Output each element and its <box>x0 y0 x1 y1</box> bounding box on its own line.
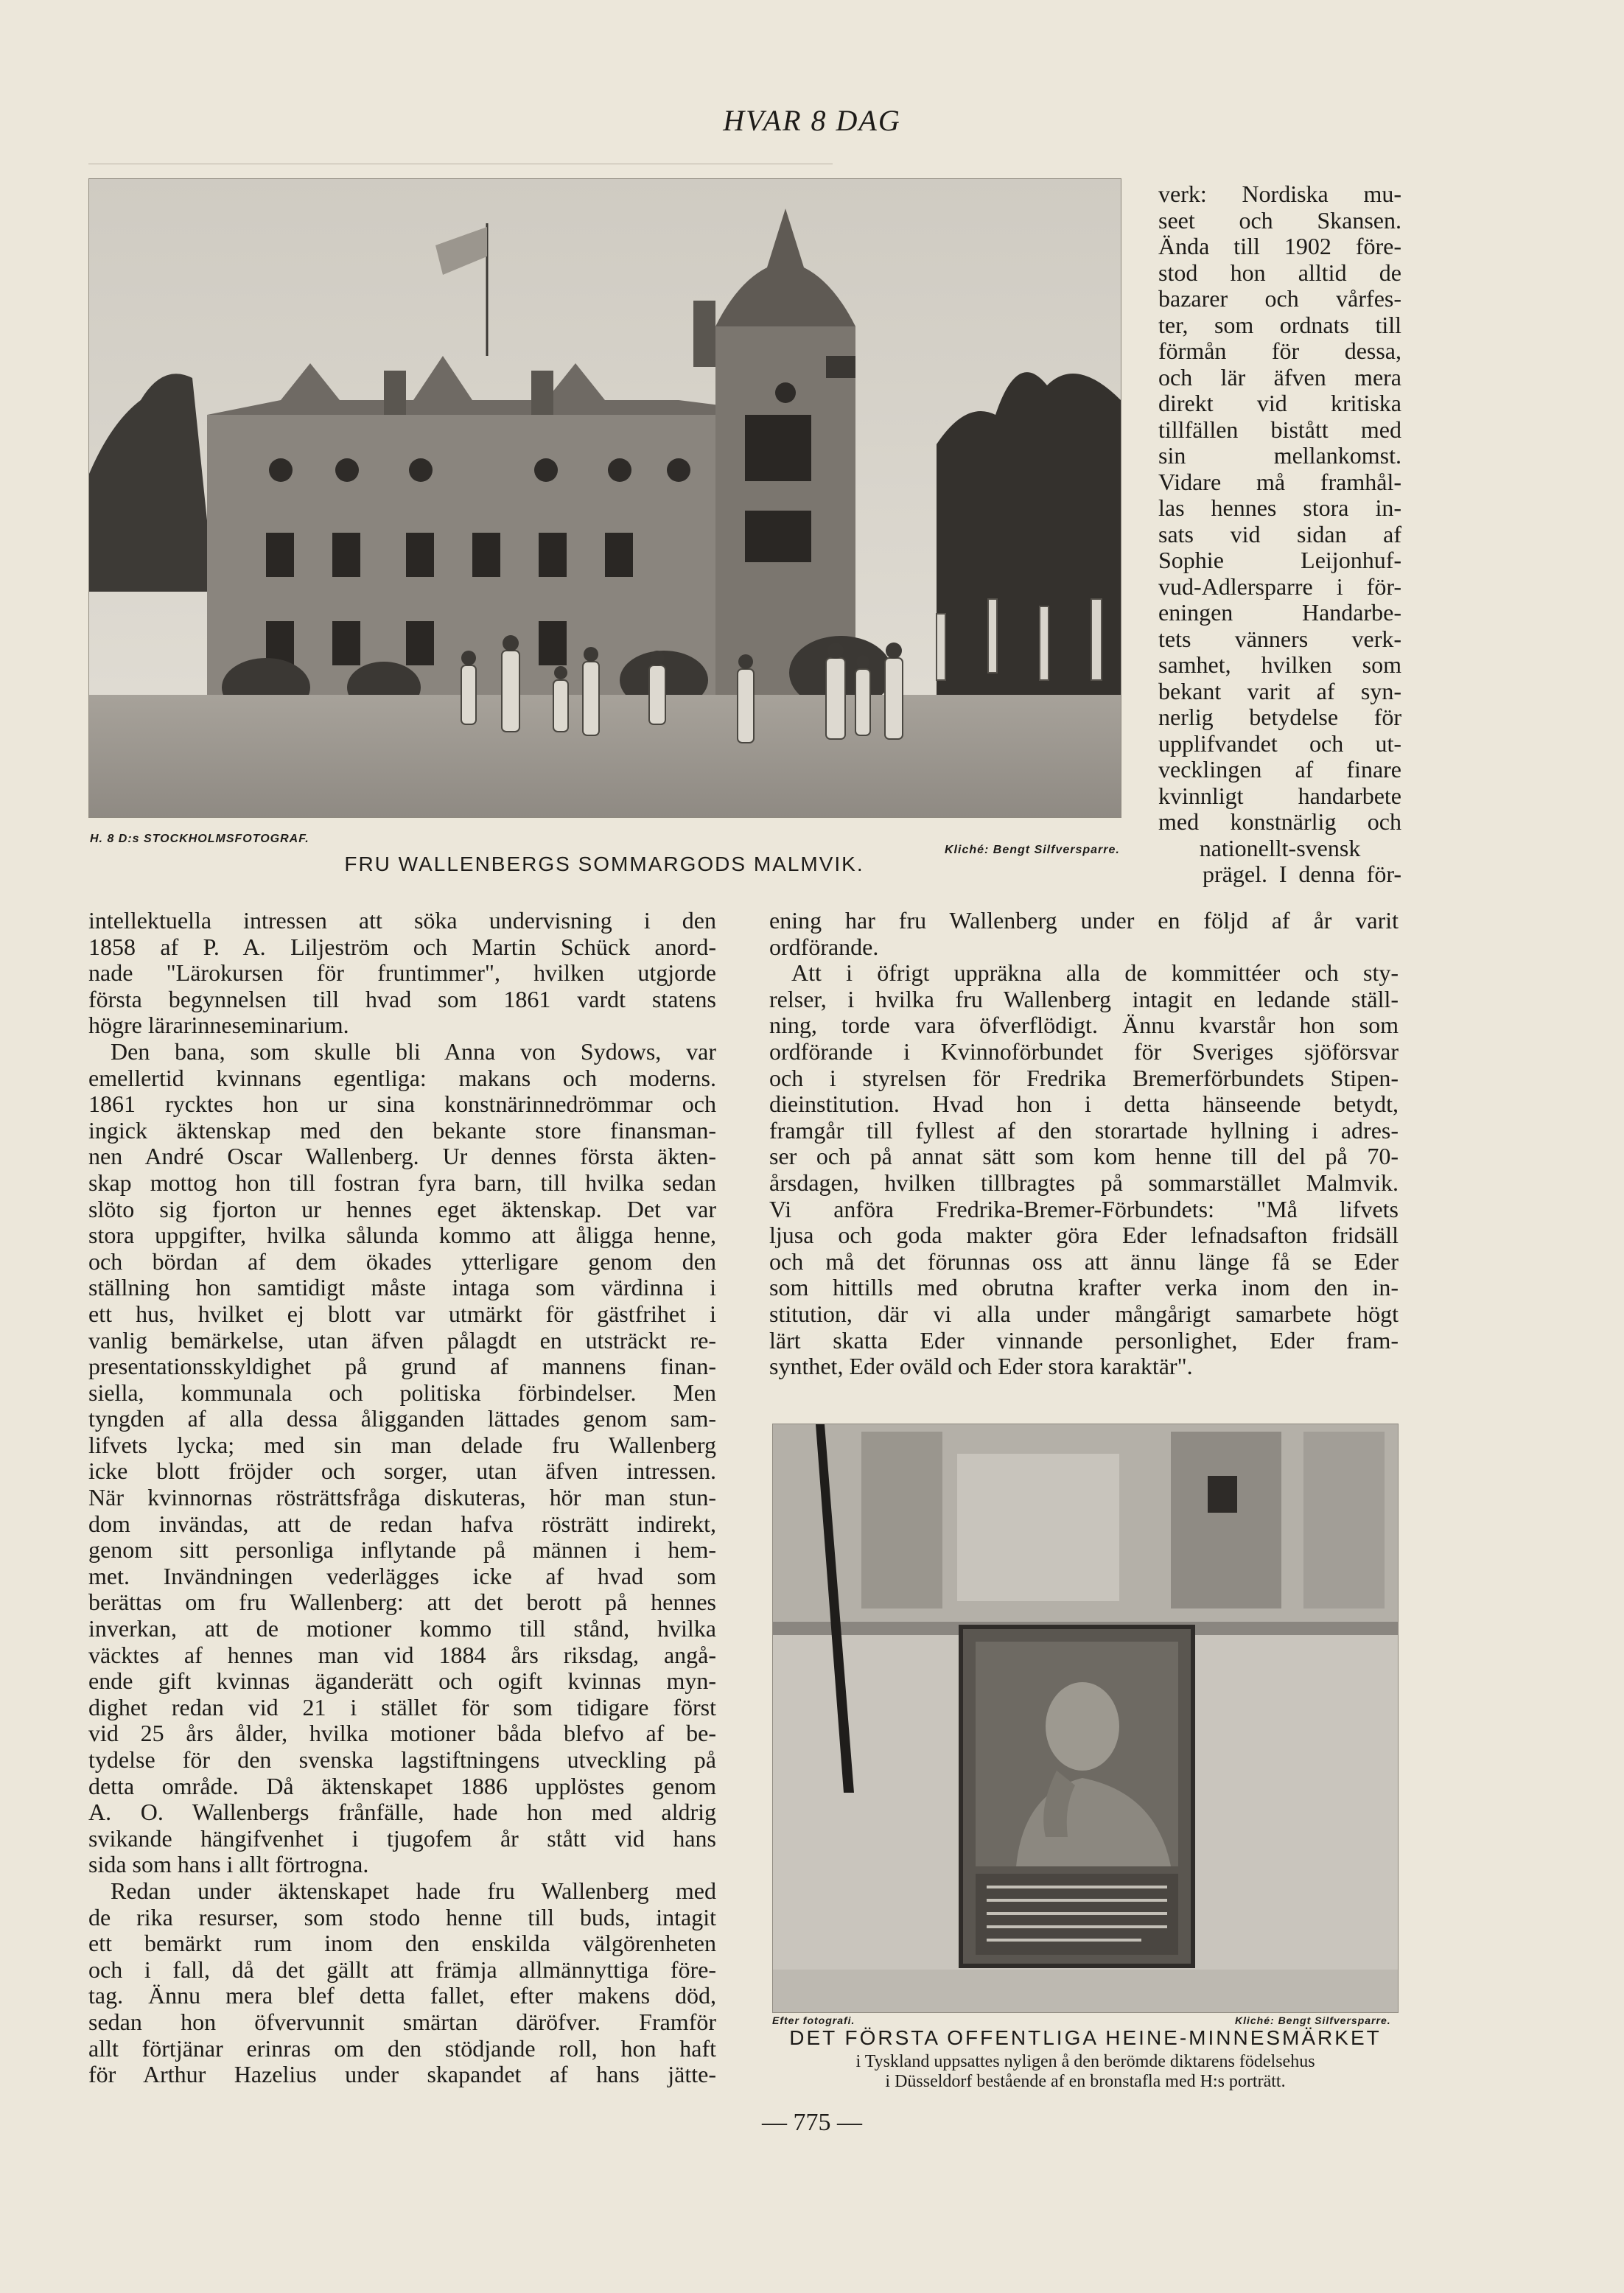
side-line: sin mellankomst. <box>1158 443 1401 469</box>
text-line: emellertid kvinnans egentliga: makans och moderns. <box>88 1065 716 1091</box>
text-line: ordförande. <box>769 934 879 960</box>
text-line: stora uppgifter, hvilka sålunda kommo att åligga henne, <box>88 1222 716 1249</box>
side-line: Vidare må framhål- <box>1158 469 1401 495</box>
text-line: slöto sig fjorton ur hennes eget äktenskap. Det var <box>88 1196 716 1222</box>
side-line: kvinnligt handarbete <box>1158 783 1401 809</box>
photo2-credit-left: Efter fotografi. <box>772 2014 855 2026</box>
text-line: allt förtjänar erinras om den stödjande roll, hon haft <box>88 2035 716 2062</box>
text-line: för Arthur Hazelius under skapandet af hans jätte- <box>88 2062 716 2088</box>
side-line: bazarer och vårfes- <box>1158 286 1401 312</box>
text-line: ställning hon samtidigt måste intaga som värdinna i <box>88 1275 716 1301</box>
text-line: ende gift kvinnas äganderätt och ogift kvinnas myn- <box>88 1668 716 1695</box>
side-line: tets vänners verk- <box>1158 626 1401 652</box>
side-column <box>1158 181 1401 888</box>
photo2-caption-line: i Tyskland uppsattes nyligen å den berömde diktarens födelsehus <box>855 2052 1315 2071</box>
text-line: Att i öfrigt uppräkna alla de kommittéer och sty- <box>791 960 1399 987</box>
text-line: de rika resurser, som stodo henne till buds, intagit <box>88 1904 716 1930</box>
side-line: vecklingen af finare <box>1158 757 1401 783</box>
side-line: eningen Handarbe- <box>1158 600 1401 626</box>
side-line: tillfällen bistått med <box>1158 416 1401 443</box>
text-line: ening har fru Wallenberg under en följd af år varit <box>769 908 1399 934</box>
heine-memorial-drawing <box>773 1424 1398 2012</box>
text-line: som hittills med obrutna krafter verka inom den in- <box>769 1275 1399 1301</box>
text-line: stitution, där vi alla under mångårigt samarbete högt <box>769 1300 1399 1327</box>
side-line: las hennes stora in- <box>1158 495 1401 521</box>
heine-memorial-photo <box>772 1424 1399 2013</box>
text-line: vanlig bemärkelse, utan äfven pålagdt en utsträckt re- <box>88 1327 716 1354</box>
text-line: sida som hans i allt förtrogna. <box>88 1852 369 1878</box>
text-line: genom sitt personliga inflytande på männen i hem- <box>88 1537 716 1564</box>
text-line: årsdagen, hvilken tillbragtes på sommarstället Malmvik. <box>769 1169 1399 1196</box>
text-line: ett bemärkt rum inom den enskilda välgörenheten <box>88 1930 716 1957</box>
side-line: med konstnärlig och <box>1158 809 1401 835</box>
text-line: och bördan af dem ökades ytterligare genom den <box>88 1248 716 1275</box>
text-line: nade "Lärokursen för fruntimmer", hvilken utgjorde <box>88 960 716 987</box>
side-line: nationellt-svensk <box>1199 835 1361 861</box>
side-line: sats vid sidan af <box>1158 521 1401 547</box>
text-line: skap mottog hon till fostran fyra barn, till hvilka sedan <box>88 1169 716 1196</box>
side-line: stod hon alltid de <box>1158 259 1401 286</box>
side-line: och lär äfven mera <box>1158 364 1401 391</box>
text-line: ordförande i Kvinnoförbundet för Sveriges sjöförsvar <box>769 1038 1399 1065</box>
text-line: siella, kommunala och politiska förbindelser. Men <box>88 1379 716 1406</box>
side-line: prägel. I denna för- <box>1203 861 1401 887</box>
text-line: svikande hängifvenhet i tjugofem år stått vid hans <box>88 1825 716 1852</box>
side-line: nerlig betydelse för <box>1158 704 1401 730</box>
side-line: verk: Nordiska mu- <box>1158 181 1401 207</box>
text-line: ljusa och goda makter göra Eder lefnadsafton fridsäll <box>769 1222 1399 1249</box>
text-line: väcktes af hennes man vid 1884 års riksdag, angå- <box>88 1642 716 1668</box>
text-line: icke blott fröjder och sorger, utan äfven intressen. <box>88 1458 716 1485</box>
text-line: intellektuella intressen att söka undervisning i den <box>88 908 716 934</box>
photo1-credit-right: Kliché: Bengt Silfversparre. <box>945 844 1120 856</box>
side-line: Sophie Leijonhuf- <box>1158 547 1401 573</box>
manor-photo-drawing <box>89 179 1121 817</box>
text-line: tag. Ännu mera blef detta fallet, efter makens död, <box>88 1983 716 2009</box>
text-line: Vi anföra Fredrika-Bremer-Förbundets: "Må lifvets <box>769 1196 1399 1222</box>
page-number: — 775 — <box>762 2109 862 2136</box>
side-line: vud-Adlersparre i för- <box>1158 573 1401 600</box>
side-line: direkt vid kritiska <box>1158 391 1401 416</box>
text-line: vid 25 års ålder, hvilka motioner båda blefvo af be- <box>88 1720 716 1747</box>
text-line: relser, i hvilka fru Wallenberg intagit en ledande ställ- <box>769 986 1399 1012</box>
manor-photo <box>88 178 1121 818</box>
text-line: dighet redan vid 21 i stället för som tidigare först <box>88 1694 716 1720</box>
text-line: berättas om fru Wallenberg: att det berott på hennes <box>88 1589 716 1616</box>
text-line: 1861 rycktes hon ur sina konstnärinnedrömmar och <box>88 1091 716 1118</box>
side-line: samhet, hvilken som <box>1158 652 1401 678</box>
text-line: dieinstitution. Hvad hon i detta hänseende betydt, <box>769 1091 1399 1118</box>
side-line: upplifvandet och ut- <box>1158 730 1401 757</box>
text-line: lifvets lycka; med sin man delade fru Wallenberg <box>88 1432 716 1458</box>
text-line: synthet, Eder oväld och Eder stora karaktär". <box>769 1354 1193 1380</box>
text-line: A. O. Wallenbergs frånfälle, hade hon med aldrig <box>88 1799 716 1826</box>
text-line: met. Invändningen vederlägges icke af hvad som <box>88 1563 716 1589</box>
text-line: ingick äktenskap med den bekante store finansman- <box>88 1117 716 1144</box>
text-line: lärt skatta Eder vinnande personlighet, Eder fram- <box>769 1327 1399 1354</box>
text-line: första begynnelsen till hvad som 1861 vardt statens <box>88 986 716 1012</box>
text-line: ett hus, hvilket ej blott var utmärkt för gästfrihet i <box>88 1300 716 1327</box>
left-column <box>88 908 716 2088</box>
photo2-caption-line: i Düsseldorf bestående af en bronstafla med H:s porträtt. <box>885 2072 1286 2091</box>
photo2-caption-text <box>772 2052 1399 2092</box>
text-line: och i fall, då det gällt att främja allmännyttiga före- <box>88 1956 716 1983</box>
side-line: seet och Skansen. <box>1158 207 1401 234</box>
text-line: tyngden af alla dessa åligganden lättades genom sam- <box>88 1406 716 1432</box>
text-line: och må det förunnas oss att ännu länge få se Eder <box>769 1248 1399 1275</box>
text-line: Den bana, som skulle bli Anna von Sydows, var <box>111 1038 716 1065</box>
side-line: förmån för dessa, <box>1158 338 1401 364</box>
text-line: framgår till fyllest af den storartade hyllning i adres- <box>769 1117 1399 1144</box>
text-line: och i styrelsen för Fredrika Bremerförbundets Stipen- <box>769 1065 1399 1091</box>
right-column <box>769 908 1399 1380</box>
side-line: bekant varit af syn- <box>1158 678 1401 704</box>
text-line: ning, torde vara öfverflödigt. Ännu kvarstår hon som <box>769 1012 1399 1039</box>
photo2-caption-title: DET FÖRSTA OFFENTLIGA HEINE-MINNESMÄRKET <box>789 2026 1382 2049</box>
text-line: presentationsskyldighet på grund af mannens finan- <box>88 1354 716 1380</box>
text-line: inverkan, att de motioner kommo till stånd, hvilka <box>88 1616 716 1642</box>
side-line: ter, som ordnats till <box>1158 312 1401 338</box>
text-line: 1858 af P. A. Liljeström och Martin Schück anord- <box>88 934 716 960</box>
text-line: Redan under äktenskapet hade fru Wallenberg med <box>111 1877 716 1904</box>
photo1-caption: FRU WALLENBERGS SOMMARGODS MALMVIK. <box>344 853 864 875</box>
running-header: HVAR 8 DAG <box>723 104 901 137</box>
text-line: ser och på annat sätt som kom henne till del på 70- <box>769 1144 1399 1170</box>
text-line: När kvinnornas rösträttsfråga diskuteras, hör man stun- <box>88 1485 716 1511</box>
text-line: tydelse för den svenska lagstiftningens utveckling på <box>88 1747 716 1773</box>
text-line: dom invändas, att de redan hafva rösträtt indirekt, <box>88 1510 716 1537</box>
text-line: högre lärarinneseminarium. <box>88 1012 349 1039</box>
text-line: nen André Oscar Wallenberg. Ur dennes första äkten- <box>88 1144 716 1170</box>
side-line: Ända till 1902 före- <box>1158 234 1401 259</box>
text-line: sedan hon öfvervunnit smärtan däröfver. Framför <box>88 2009 716 2035</box>
photo2-credit-right: Kliché: Bengt Silfversparre. <box>1235 2014 1391 2026</box>
text-line: detta område. Då äktenskapet 1886 upplöstes genom <box>88 1773 716 1799</box>
photo1-credit-left: H. 8 D:s STOCKHOLMSFOTOGRAF. <box>90 833 309 845</box>
